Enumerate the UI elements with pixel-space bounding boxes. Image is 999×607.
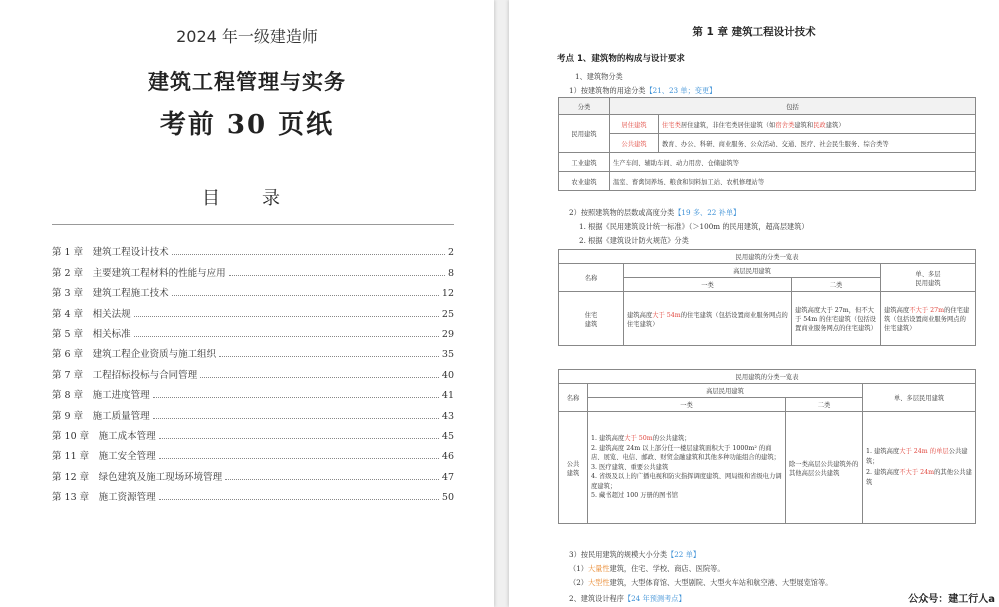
t2-a2: 大于 54m — [652, 311, 681, 319]
section-1-3-text: 3）按民用建筑的规模大小分类 — [569, 550, 668, 559]
toc-entry[interactable] — [52, 422, 454, 442]
t3-d1p: 1. 建筑高度 — [866, 448, 900, 456]
s132s: 建筑，大型体育馆、大型剧院、大型火车站和航空港、大型展览馆等。 — [609, 578, 833, 587]
toc-entry[interactable] — [52, 381, 454, 401]
t3-class2: 二类 — [786, 398, 863, 412]
toc-entry-page: 45 — [441, 430, 454, 442]
t3-a4: 4. 省级及以上的广播电视和防灾指挥调度建筑、网局级和省级电力调度建筑； — [591, 473, 782, 490]
toc-leader-dots — [153, 397, 439, 398]
building-use-table — [558, 97, 976, 191]
t3-d1s: 公共建筑； — [866, 448, 968, 466]
t3-d2r: 不大于 24m — [899, 468, 935, 476]
t2-d1: 建筑高度 — [884, 307, 910, 314]
toc-entry-label: 第 12 章 绿色建筑及施工现场环境管理 — [52, 471, 223, 483]
section-1-3-2 — [569, 578, 832, 588]
t3-d2s: 的其他公共建筑 — [866, 468, 972, 486]
section-1-2-text: 2）按照建筑物的层数或高度分类 — [569, 208, 675, 217]
toc-entry[interactable] — [52, 462, 454, 482]
toc-divider — [52, 224, 454, 225]
toc-leader-dots — [134, 316, 439, 317]
t1-header-class: 分类 — [559, 98, 610, 115]
toc-entry[interactable] — [52, 238, 454, 258]
section-1-1-tag: 【21、23 单；变更】 — [645, 86, 717, 95]
section-1: 1、建筑物分类 — [575, 72, 623, 81]
t2-a3: 的住宅建筑（包括设置商业服务网点的住宅建筑） — [627, 311, 788, 328]
s131p: （1） — [569, 564, 588, 573]
toc-entry-label: 第 7 章 工程招标投标与合同管理 — [52, 369, 198, 381]
toc-leader-dots — [159, 438, 439, 439]
s132p: （2） — [569, 578, 588, 587]
t2-a1: 建筑高度 — [627, 311, 653, 319]
t2-caption: 民用建筑的分类一览表 — [559, 250, 976, 264]
t1-civil: 民用建筑 — [559, 115, 610, 153]
toc-entry[interactable] — [52, 320, 454, 340]
toc-leader-dots — [229, 275, 445, 276]
t1-header-include: 包括 — [610, 98, 976, 115]
left-page — [0, 0, 494, 607]
toc-entry-label: 第 11 章 施工安全管理 — [52, 451, 156, 463]
toc-entry-label: 第 2 章 主要建筑工程材料的性能与应用 — [52, 267, 226, 279]
section-1-3 — [569, 550, 700, 560]
t3-cell-class2: 除一类高层公共建筑外的其他高层公共建筑 — [786, 412, 863, 524]
wechat-footer: 公众号：建工行人a — [908, 594, 995, 605]
section-2-tag: 【24 年预测考点】 — [623, 594, 686, 603]
t2-high: 高层民用建筑 — [624, 264, 881, 278]
t2-class1: 一类 — [624, 278, 792, 292]
toc-entry-page: 46 — [441, 451, 454, 463]
toc-entry-page: 47 — [441, 471, 454, 483]
t3-a1r: 大于 50m — [624, 435, 653, 443]
cover-year-line: 2024 年一级建造师 — [176, 27, 318, 46]
toc-entry-page: 25 — [441, 308, 454, 320]
t1-res-f: 建筑） — [825, 121, 845, 129]
toc-entry-page: 35 — [441, 349, 454, 361]
t2-single: 单、多层 民用建筑 — [881, 264, 976, 292]
t2-d2: 不大于 27m — [909, 307, 945, 314]
t3-d1r: 大于 24m 的单层 — [899, 448, 949, 456]
t3-cell-single — [863, 412, 976, 524]
section-1-2-1: 1. 根据《民用建筑设计统一标准》（＞100m 的民用建筑，超高层建筑） — [579, 222, 809, 231]
toc-entry-label: 第 1 章 建筑工程设计技术 — [52, 247, 169, 259]
toc-leader-dots — [134, 336, 439, 337]
toc-entry[interactable] — [52, 258, 454, 278]
t1-pub-text: 教育、办公、科研、商业服务、公众活动、交通、医疗、社会民生服务、综合类等 — [659, 134, 976, 153]
t1-res-b: 居住建筑，非住宅类居住建筑（如 — [680, 121, 776, 129]
t3-high: 高层民用建筑 — [588, 384, 863, 398]
toc-entry-page: 41 — [441, 390, 454, 402]
toc-entry-page: 50 — [441, 492, 454, 504]
toc-entry[interactable] — [52, 401, 454, 421]
t3-cell-class1 — [588, 412, 786, 524]
section-1-3-tag: 【22 单】 — [667, 550, 701, 559]
t1-res-label: 居住建筑 — [610, 115, 659, 134]
t1-pub-label: 公共建筑 — [610, 134, 659, 153]
toc-entry[interactable] — [52, 340, 454, 360]
t2-cell-class1 — [624, 292, 792, 346]
t1-res-e: 民政 — [813, 121, 826, 129]
s131s: 建筑，住宅、学校、商店、医院等。 — [609, 564, 725, 573]
table-of-contents — [52, 238, 454, 503]
section-1-2 — [569, 208, 740, 218]
t3-d1 — [866, 447, 972, 467]
toc-entry-label: 第 4 章 相关法规 — [52, 308, 131, 320]
section-1-3-1 — [569, 564, 725, 574]
t3-a1s: 的公共建筑； — [652, 435, 691, 443]
t3-class1: 一类 — [588, 398, 786, 412]
section-2 — [569, 594, 686, 604]
t1-res-a: 住宅类 — [662, 121, 681, 129]
toc-entry-label: 第 3 章 建筑工程施工技术 — [52, 288, 169, 300]
toc-heading: 目 录 — [202, 188, 292, 209]
toc-entry[interactable] — [52, 279, 454, 299]
t3-d2p: 2. 建筑高度 — [866, 468, 900, 476]
toc-entry-label: 第 9 章 施工质量管理 — [52, 410, 150, 422]
section-1-2-tag: 【19 多、22 补单】 — [674, 208, 741, 217]
toc-entry[interactable] — [52, 360, 454, 380]
chapter-title: 第 1 章 建筑工程设计技术 — [692, 26, 816, 38]
s132r: 大型性 — [587, 578, 610, 587]
residential-class-table — [558, 249, 976, 346]
section-1-2-2: 2. 根据《建筑设计防火规范》分类 — [579, 236, 689, 245]
right-page — [509, 0, 999, 607]
t3-a1p: 1. 建筑高度 — [591, 435, 625, 443]
t1-res-d: 建筑和 — [794, 121, 814, 129]
t2-d3: 的住宅建筑（包括设置商业服务网点的住宅建筑） — [884, 307, 970, 332]
toc-entry[interactable] — [52, 483, 454, 503]
t3-d2 — [866, 468, 972, 488]
section-2-text: 2、建筑设计程序 — [569, 594, 624, 603]
section-1-1-text: 1）按建筑物的用途分类 — [569, 86, 646, 95]
toc-leader-dots — [159, 458, 439, 459]
toc-entry-page: 43 — [441, 410, 454, 422]
toc-entry-page: 2 — [447, 247, 454, 259]
t1-res-text — [659, 115, 976, 134]
t3-a5: 5. 藏书超过 100 万册的图书馆 — [591, 492, 679, 500]
t2-class2: 二类 — [792, 278, 881, 292]
toc-leader-dots — [159, 499, 439, 500]
toc-entry-page: 8 — [447, 267, 454, 279]
toc-leader-dots — [219, 356, 439, 357]
t2-cell-single — [881, 292, 976, 346]
cover-title: 考前 30 页纸 — [159, 110, 335, 140]
toc-entry-page: 40 — [441, 369, 454, 381]
toc-leader-dots — [172, 295, 439, 296]
t2-name: 名称 — [559, 264, 624, 292]
toc-entry-label: 第 13 章 施工资源管理 — [52, 492, 156, 504]
s131r: 大量性 — [587, 564, 610, 573]
t1-agr-text: 温室、畜禽饲养场、粮食和饲料加工站、农机修理站等 — [610, 172, 976, 191]
t3-a2: 2. 建筑高度 24m 以上部分任一楼层建筑面积大于 1000m² 的商店、展览、电信、邮政、财贸金融建筑和其他多种功能组合的建筑； — [591, 444, 780, 462]
point-title: 考点 1、建筑物的构成与设计要求 — [557, 54, 685, 64]
t3-a1 — [591, 434, 782, 443]
toc-entry-label: 第 10 章 施工成本管理 — [52, 430, 156, 442]
t2-cell-class2: 建筑高度大于 27m，但不大于 54m 的住宅建筑（包括设置商业服务网点的住宅建筑） — [792, 292, 881, 346]
toc-entry-page: 12 — [441, 288, 454, 300]
t3-row-public: 公共 建筑 — [559, 412, 588, 524]
toc-leader-dots — [153, 418, 439, 419]
t3-name: 名称 — [559, 384, 588, 412]
toc-entry-page: 29 — [441, 328, 454, 340]
t1-res-c: 宿舍类 — [775, 121, 795, 129]
toc-entry-label: 第 5 章 相关标准 — [52, 328, 131, 340]
toc-entry-label: 第 6 章 建筑工程企业资质与施工组织 — [52, 349, 217, 361]
toc-entry[interactable] — [52, 299, 454, 319]
toc-leader-dots — [200, 377, 439, 378]
t3-single: 单、多层民用建筑 — [863, 384, 976, 412]
t1-ind-label: 工业建筑 — [559, 153, 610, 172]
public-class-table — [558, 369, 976, 524]
toc-leader-dots — [225, 479, 439, 480]
t3-caption: 民用建筑的分类一览表 — [559, 370, 976, 384]
toc-entry[interactable] — [52, 442, 454, 462]
toc-leader-dots — [172, 254, 445, 255]
section-1-1 — [569, 86, 716, 96]
t2-row-residential: 住宅 建筑 — [559, 292, 624, 346]
t3-a3: 3. 医疗建筑、重要公共建筑 — [591, 463, 669, 471]
toc-entry-label: 第 8 章 施工进度管理 — [52, 390, 150, 402]
t1-ind-text: 生产车间、辅助车间、动力用房、仓储建筑等 — [610, 153, 976, 172]
cover-subtitle: 建筑工程管理与实务 — [148, 70, 346, 94]
t1-agr-label: 农业建筑 — [559, 172, 610, 191]
